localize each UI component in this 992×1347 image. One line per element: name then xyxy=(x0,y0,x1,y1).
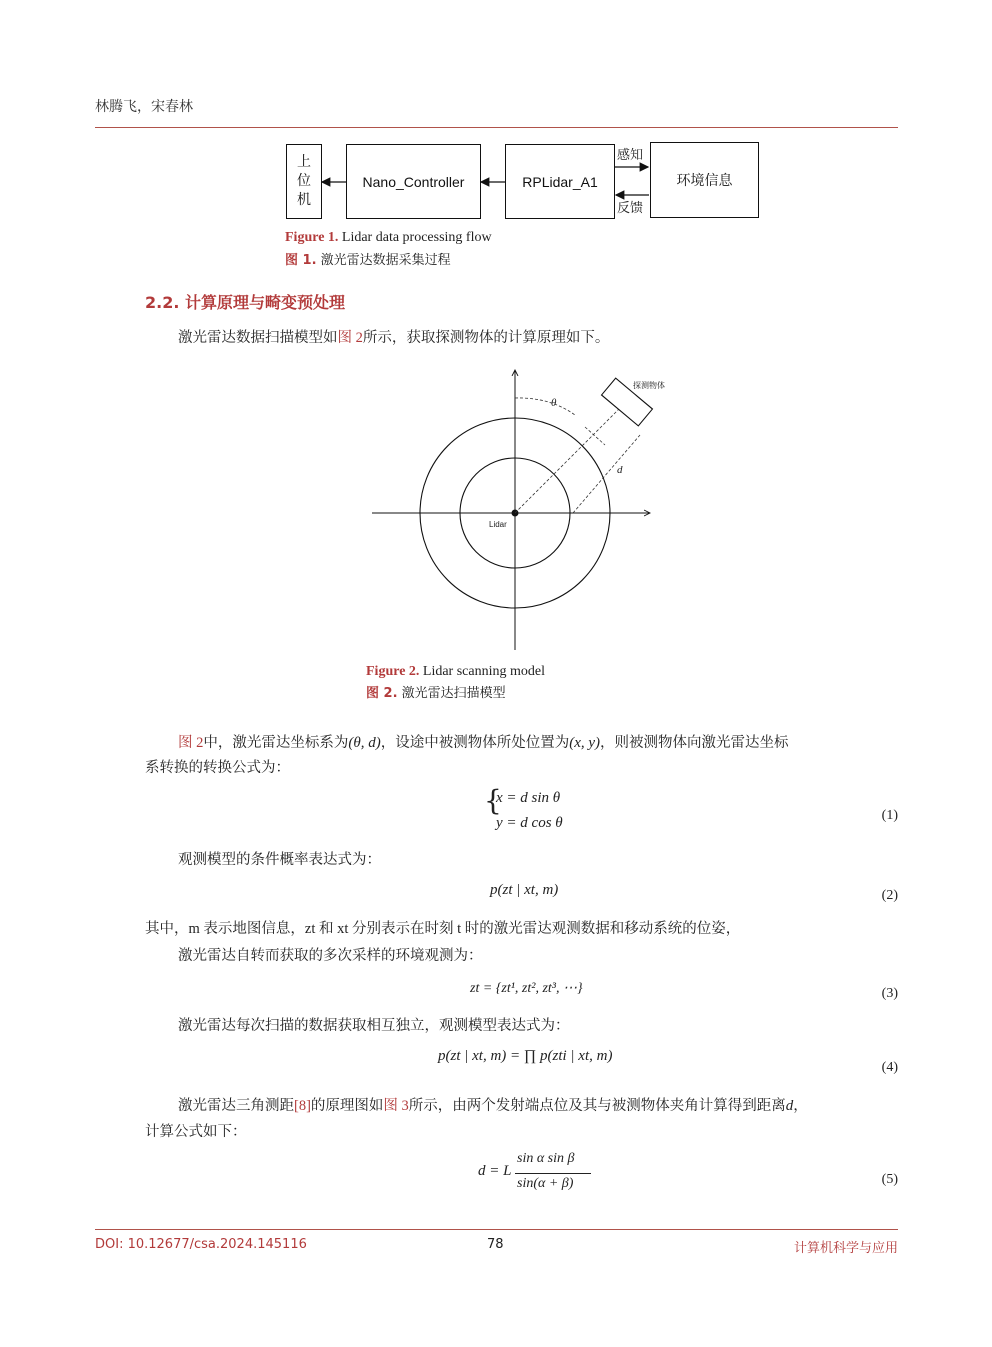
eq5-denominator: sin(α + β) xyxy=(517,1176,574,1191)
eq5-number: (5) xyxy=(881,1172,898,1187)
center-label: Lidar xyxy=(489,520,507,529)
eq5-lhs: d = L xyxy=(478,1163,512,1179)
feedback-label: 反馈 xyxy=(617,201,644,216)
footer-journal: 计算机科学与应用 xyxy=(793,1241,898,1256)
eq5-fraction-bar xyxy=(515,1173,591,1174)
figure-3-link[interactable]: 图 3 xyxy=(383,1098,409,1114)
header-divider xyxy=(95,127,898,128)
section-heading: 2.2. 计算原理与畸变预处理 xyxy=(145,293,345,312)
nano-controller-label: Nano_Controller xyxy=(362,173,465,190)
paragraph-5: 激光雷达自转而获取的多次采样的环境观测为： xyxy=(178,948,483,964)
figure-1-caption-zh: 图 1. 激光雷达数据采集过程 xyxy=(285,253,451,268)
sense-label: 感知 xyxy=(617,148,644,163)
figure-1-caption-en: Figure 1. Lidar data processing flow xyxy=(285,230,492,245)
host-label: 上 位 机 xyxy=(297,154,311,208)
eq5-numerator: sin α sin β xyxy=(517,1151,575,1166)
target-connector xyxy=(585,427,605,445)
eq1-line1: x = d sin θ xyxy=(496,790,561,806)
d-label: d xyxy=(617,464,623,476)
beam-line xyxy=(515,400,628,513)
figure-2-caption-zh: 图 2. 激光雷达扫描模型 xyxy=(366,686,506,701)
header-authors: 林腾飞，宋春林 xyxy=(95,100,193,115)
theta-arc xyxy=(515,398,575,415)
eq3-number: (3) xyxy=(881,986,898,1001)
figure-2-caption-en: Figure 2. Lidar scanning model xyxy=(366,664,545,679)
target-label: 探测物体 xyxy=(633,381,665,390)
paragraph-3: 观测模型的条件概率表达式为： xyxy=(178,852,381,868)
figure-2-link[interactable]: 图 2 xyxy=(337,330,363,346)
footer-doi[interactable]: DOI: 10.12677/csa.2024.145116 xyxy=(95,1237,307,1252)
reference-8-link[interactable]: [8] xyxy=(294,1098,311,1114)
paragraph-7: 激光雷达三角测距[8]的原理图如图 3所示，由两个发射端点位及其与被测物体夹角计算得到距离d， xyxy=(178,1098,808,1114)
paragraph-1: 激光雷达数据扫描模型如图 2所示，获取探测物体的计算原理如下。 xyxy=(178,330,610,346)
eq4: p(zt | xt, m) = ∏ p(zti | xt, m) xyxy=(438,1048,613,1064)
paragraph-2-cont: 系转换的转换公式为： xyxy=(145,760,290,776)
eq2-number: (2) xyxy=(881,888,898,903)
paragraph-2: 图 2中，激光雷达坐标系为(θ, d)，设途中被测物体所处位置为(x, y)，则被测物体向激光雷达坐标 xyxy=(178,735,789,751)
environment-label: 环境信息 xyxy=(676,173,733,189)
paragraph-7-cont: 计算公式如下： xyxy=(145,1124,247,1140)
footer-divider xyxy=(95,1229,898,1230)
eq4-number: (4) xyxy=(881,1060,898,1075)
paragraph-6: 激光雷达每次扫描的数据获取相互独立，观测模型表达式为： xyxy=(178,1018,570,1034)
paragraph-4: 其中，m 表示地图信息，zt 和 xt 分别表示在时刻 t 时的激光雷达观测数据和移动系统的位姿， xyxy=(145,921,741,937)
eq3: zt = {zt¹, zt², zt³, ⋯} xyxy=(470,981,583,996)
footer-page-number: 78 xyxy=(487,1237,504,1252)
eq2: p(zt | xt, m) xyxy=(490,882,559,898)
theta-label: θ xyxy=(551,397,557,409)
figure-2-ref[interactable]: 图 2 xyxy=(178,735,204,751)
eq1-number: (1) xyxy=(881,808,898,823)
rplidar-label: RPLidar_A1 xyxy=(522,173,598,190)
eq1-line2: y = d cos θ xyxy=(496,815,563,831)
eq1-brace: { xyxy=(484,784,502,817)
figure-2-diagram xyxy=(365,365,665,655)
